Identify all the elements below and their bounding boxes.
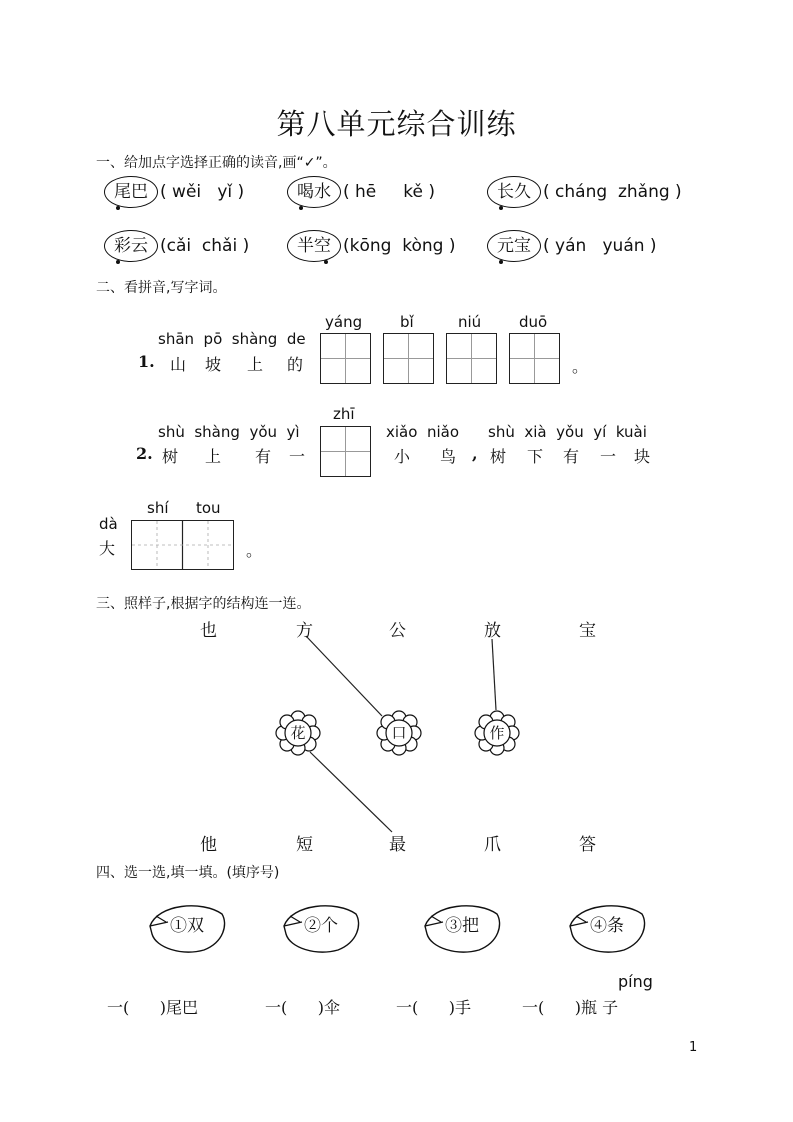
flower-char: 作	[489, 724, 505, 742]
top-char[interactable]: 宝	[579, 621, 596, 641]
flower-icon[interactable]	[275, 710, 321, 756]
box-pinyin: tou	[196, 499, 221, 517]
bottom-char[interactable]: 答	[579, 835, 596, 855]
top-char[interactable]: 放	[484, 621, 501, 641]
ping-pinyin: píng	[618, 972, 653, 991]
flower-char: 花	[290, 724, 306, 742]
line2-char: 树	[490, 447, 507, 466]
section-2-heading: 二、看拼音,写字词。	[96, 280, 227, 296]
line2-number: 2.	[136, 444, 153, 463]
box-pinyin: yáng	[325, 313, 363, 331]
fill-item[interactable]: 一( )尾巴	[107, 998, 199, 1017]
line2-char: 一	[289, 447, 306, 466]
box-pinyin: bǐ	[400, 313, 414, 331]
word-oval: 半空	[287, 230, 341, 262]
section-3-heading: 三、照样子,根据字的结构连一连。	[96, 596, 311, 612]
leaf-label: ①双	[170, 916, 204, 936]
fill-item[interactable]: 一( )瓶 子	[522, 998, 619, 1017]
line2-char: 小	[394, 447, 411, 466]
leaf-icon[interactable]	[280, 898, 362, 954]
bottom-char[interactable]: 他	[200, 835, 217, 855]
pinyin-choices[interactable]: (cǎi chǎi )	[160, 236, 250, 256]
line2-char: 块	[634, 447, 651, 466]
leaf-icon[interactable]	[566, 898, 648, 954]
section-1-heading: 一、给加点字选择正确的读音,画“✓”。	[96, 155, 337, 171]
bottom-char[interactable]: 最	[389, 835, 406, 855]
box-pinyin: niú	[458, 313, 482, 331]
line1-char: 上	[247, 355, 264, 374]
line1-number: 1.	[138, 352, 155, 371]
top-char[interactable]: 公	[389, 621, 406, 641]
comma: ,	[472, 444, 478, 463]
pinyin-choices[interactable]: ( hē kě )	[343, 182, 436, 202]
word-oval: 长久	[487, 176, 541, 208]
word-oval: 元宝	[487, 230, 541, 262]
bottom-char[interactable]: 短	[296, 835, 313, 855]
box-pinyin: zhī	[333, 405, 355, 423]
leaf-label: ④条	[590, 916, 624, 936]
line3-pinyin: dà	[99, 515, 118, 533]
period: 。	[572, 357, 589, 376]
mid-pinyin: xiǎo niǎo	[386, 423, 459, 441]
top-char[interactable]: 也	[200, 621, 217, 641]
page-title: 第八单元综合训练	[276, 107, 517, 141]
line2-char: 有	[255, 447, 272, 466]
pinyin-choices[interactable]: (kōng kòng )	[343, 236, 456, 256]
line3-char: 大	[99, 539, 116, 558]
bottom-char[interactable]: 爪	[484, 835, 501, 855]
line2-pinyin: shù shàng yǒu yì	[158, 423, 300, 441]
flower-char: 口	[391, 724, 407, 742]
line2-char: 树	[162, 447, 179, 466]
box-pinyin: duō	[519, 313, 548, 331]
pinyin-choices[interactable]: ( wěi yǐ )	[160, 182, 245, 202]
fill-item[interactable]: 一( )手	[396, 998, 472, 1017]
line2-char: 上	[205, 447, 222, 466]
leaf-label: ③把	[445, 916, 479, 936]
fill-item[interactable]: 一( )伞	[265, 998, 341, 1017]
period: 。	[246, 541, 263, 560]
leaf-label: ②个	[304, 916, 338, 936]
top-char[interactable]: 方	[296, 621, 313, 641]
line1-char: 坡	[205, 355, 222, 374]
line1-pinyin: shān pō shàng de	[158, 330, 306, 348]
page-number: 1	[689, 1040, 698, 1055]
flower-icon[interactable]	[474, 710, 520, 756]
pinyin-choices[interactable]: ( cháng zhǎng )	[543, 182, 682, 202]
line1-char: 山	[170, 355, 187, 374]
right-pinyin: shù xià yǒu yí kuài	[488, 423, 647, 441]
line2-char: 鸟	[440, 447, 457, 466]
line2-char: 一	[600, 447, 617, 466]
section-4-heading: 四、选一选,填一填。(填序号)	[96, 865, 280, 881]
leaf-icon[interactable]	[421, 898, 503, 954]
leaf-icon[interactable]	[146, 898, 228, 954]
word-oval: 喝水	[287, 176, 341, 208]
line2-char: 下	[527, 447, 544, 466]
word-oval: 尾巴	[104, 176, 158, 208]
box-pinyin: shí	[147, 499, 169, 517]
pinyin-choices[interactable]: ( yán yuán )	[543, 236, 657, 256]
word-oval: 彩云	[104, 230, 158, 262]
line1-char: 的	[287, 355, 304, 374]
flower-icon[interactable]	[376, 710, 422, 756]
line2-char: 有	[563, 447, 580, 466]
